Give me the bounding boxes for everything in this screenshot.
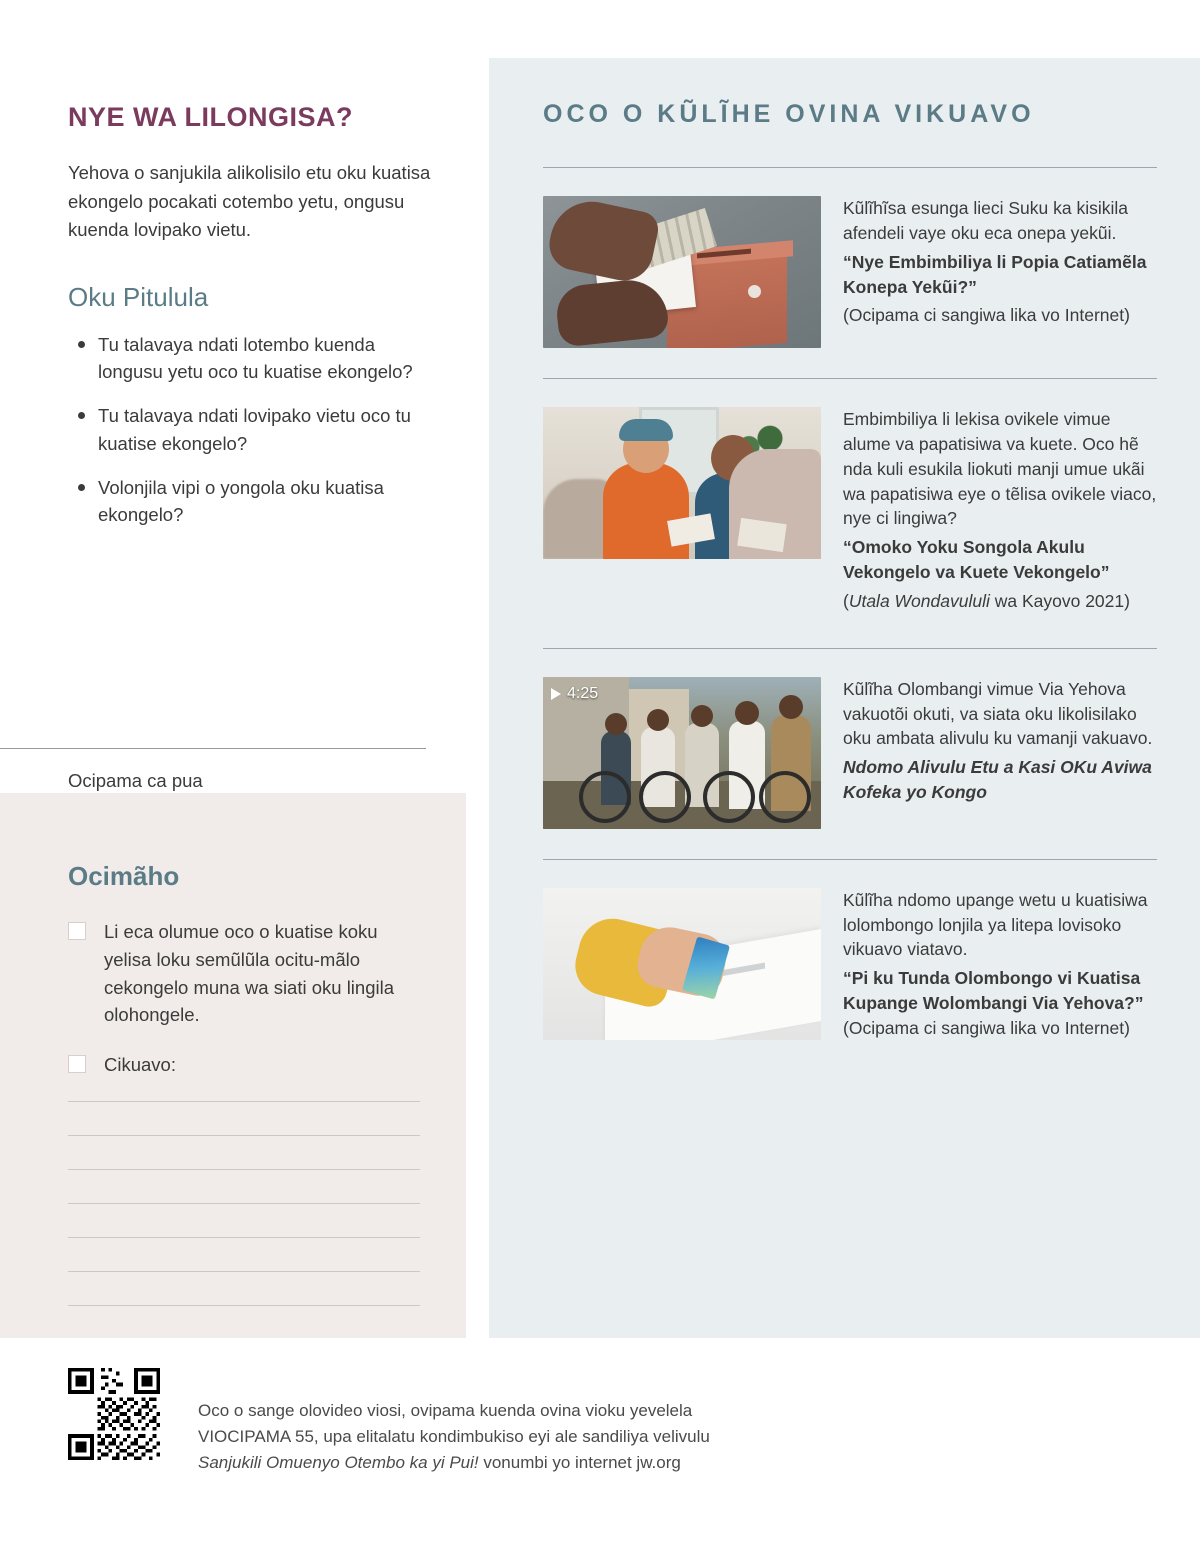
write-line[interactable] [68,1203,420,1204]
list-item: Tu talavaya ndati lotembo kuenda longusu yetu oco tu kuatise ekongelo? [68,331,441,387]
ocimaho-title: Ocimãho [68,861,180,891]
checklist-item-label: Li eca olumue oco o kuatise koku yelisa loku semũlũla ocitu-mãlo cekongelo muna wa siati oku lingila olohongele. [104,921,395,1026]
write-line[interactable] [68,1169,420,1170]
resource-entry-text [843,196,1157,348]
ocipama-ca-pua-label: Ocipama ca pua [68,770,203,791]
group-of-people-studying-together-image [543,407,821,559]
footer-line-3 [198,1450,998,1476]
write-line[interactable] [68,1305,420,1306]
checklist-item[interactable] [68,1051,420,1079]
entry-description: Kũlĩha Olombangi vimue Via Yehova vakuotõi okuti, va siata oku likolisilako oku ambata alivulu ku vamanji vakuavo. [843,678,1153,749]
discussion-question-list [68,331,441,530]
resource-entry-text [843,407,1157,618]
entry-title-line [843,966,1157,1041]
entry-title[interactable]: Ndomo Alivulu Etu a Kasi OKu Aviwa Kofeka yo Kongo [843,757,1152,803]
video-duration-label: 4:25 [567,684,599,702]
resource-entry[interactable] [543,649,1157,859]
footer [0,1338,1200,1543]
footer-publication-title: Sanjukili Omuenyo Otembo ka yi Pui! [198,1452,479,1472]
right-column [543,100,1157,1075]
footer-website: vonumbi yo internet jw.org [478,1452,681,1472]
entry-description: Kũlĩha ndomo upange wetu u kuatisiwa lolombongo lonjila ya litepa lovisoko vikuavo viatavo. [843,889,1148,960]
entry-title[interactable]: “Nye Embimbiliya li Popia Catiamẽla Konepa Yekũi?” [843,251,1147,297]
entry-title[interactable]: “Pi ku Tunda Olombongo vi Kuatisa Kupange Wolombangi Via Yehova?” [843,968,1144,1014]
page-title: NYE WA LILONGISA? [68,102,353,132]
resource-entry-text [843,888,1157,1045]
entry-source-date: wa Kayovo 2021 [989,590,1125,611]
play-icon[interactable] [551,688,561,700]
checklist-item[interactable] [68,918,420,1029]
resource-entry[interactable] [543,168,1157,378]
footer-line-1: Oco o sange olovideo viosi, ovipama kuenda ovina vioku yevelela [198,1401,693,1420]
resource-entry[interactable] [543,860,1157,1075]
footer-line-2: VIOCIPAMA 55, upa elitalatu kondimbukiso eyi ale sandiliya velivulu [198,1426,710,1446]
entry-source: (Utala Wondavululi wa Kayovo 2021) [843,590,1130,611]
hand-putting-envelope-in-donation-box-image [543,196,821,348]
write-in-lines[interactable] [68,1101,420,1306]
write-line[interactable] [68,1271,420,1272]
checkbox-icon[interactable] [68,1055,86,1073]
resource-entry-text [843,677,1157,829]
section-heading-oku-pitulula: Oku Pitulula [68,281,209,312]
entry-description: Embimbiliya li lekisa ovikele vimue alume va papatisiwa va kuete. Oco hẽ nda kuli esukila liokuti manji umue ukãi wa papatisiwa eye o tẽlisa ovikele viaco, nye ci lingiwa? [843,409,1157,529]
checklist-item-label: Cikuavo: [104,1054,176,1075]
entry-source-publication: Utala Wondavululi [848,590,990,611]
divider [0,748,426,749]
entry-description: Kũlĩhĩsa esunga lieci Suku ka kisikila afendeli vaye oku eca onepa yekũi. [843,198,1129,243]
entry-title[interactable]: “Omoko Yoku Songola Akulu Vekongelo va Kuete Vekongelo” [843,537,1110,583]
write-line[interactable] [68,1101,420,1102]
list-item: Volonjila vipi o yongola oku kuatisa ekongelo? [68,474,441,530]
right-panel-title: OCO O KŨLĨHE OVINA VIKUAVO [543,100,1035,128]
entry-note: (Ocipama ci sangiwa lika vo Internet) [843,1017,1130,1038]
lead-paragraph: Yehova o sanjukila alikolisilo etu oku kuatisa ekongelo pocakati cotembo yetu, ongusu kuenda lovipako vietu. [68,162,431,240]
list-item: Tu talavaya ndati lovipako vietu oco tu kuatise ekongelo? [68,402,441,458]
video-duration-badge [551,685,598,703]
write-line[interactable] [68,1237,420,1238]
men-with-bicycles-in-congo-image[interactable] [543,677,821,829]
resource-entry[interactable] [543,379,1157,648]
entry-note: (Ocipama ci sangiwa lika vo Internet) [843,305,1130,326]
ocimaho-box [0,793,466,1338]
footer-text [198,1398,998,1475]
hand-inserting-card-into-donation-slot-image [543,888,821,1040]
checkbox-icon[interactable] [68,922,86,940]
write-line[interactable] [68,1135,420,1136]
qr-code[interactable] [68,1368,160,1460]
